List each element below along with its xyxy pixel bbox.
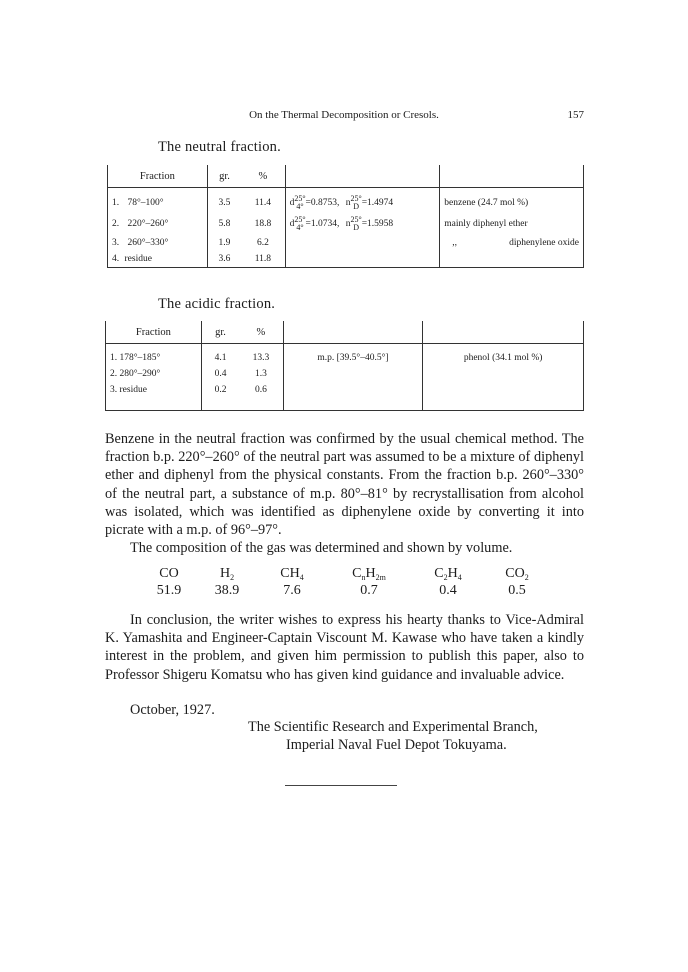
refractive-sub: D <box>353 202 359 212</box>
header-percent: % <box>239 321 283 344</box>
row-number: 1. <box>112 198 120 209</box>
acidic-fraction-caption: The acidic fraction. <box>158 296 276 312</box>
percent-cell: 18.8 <box>241 213 285 235</box>
neutral-fraction-table <box>107 165 584 268</box>
header-fraction: Fraction <box>106 321 202 344</box>
paragraph-gas-intro: The composition of the gas was determined and shown by volume. <box>130 540 513 556</box>
density-symbol: d <box>289 198 295 209</box>
refractive-value: =1.4974 <box>361 198 394 209</box>
gas-subscript: 2m <box>375 572 386 582</box>
gr-cell: 5.8 <box>207 213 241 235</box>
identification-cell <box>440 235 584 251</box>
row-number: 2. <box>112 218 120 229</box>
fraction-cell <box>108 188 208 213</box>
table-row <box>108 188 584 213</box>
constants-cell <box>285 251 440 268</box>
running-head <box>0 109 688 125</box>
fraction-cell <box>108 251 208 268</box>
fraction-cell <box>108 213 208 235</box>
row-number: 1. <box>110 352 118 363</box>
density-sup: 25° <box>294 194 306 204</box>
refractive-sup: 25° <box>350 194 362 204</box>
acidic-fraction-table <box>105 321 584 411</box>
row-number: 3. <box>110 384 118 395</box>
table-header-row <box>108 165 584 188</box>
density-temperature <box>294 216 305 232</box>
density-value: =1.0734, <box>305 218 340 229</box>
refractive-sup: 25° <box>350 214 362 224</box>
header-identification <box>423 321 584 344</box>
header-constants <box>285 165 440 188</box>
header-fraction: Fraction <box>108 165 208 188</box>
constants-cell <box>285 188 440 213</box>
melting-point-cell: m.p. [39.5°–40.5°] <box>283 344 423 366</box>
gas-subscript: 2 <box>230 572 235 582</box>
gas-value: 38.9 <box>214 582 240 598</box>
refractive-sub: D <box>353 222 359 232</box>
gas-value: 0.4 <box>439 582 457 598</box>
gr-cell: 0.4 <box>201 366 239 383</box>
gas-formula: H <box>365 565 376 581</box>
gas-formula: H <box>447 565 458 581</box>
gas-formula: CO <box>505 565 525 581</box>
percent-cell: 1.3 <box>239 366 283 383</box>
constants-cell <box>285 235 440 251</box>
gr-cell: 0.2 <box>201 383 239 411</box>
density-temperature <box>294 195 305 211</box>
constants-cell <box>285 213 440 235</box>
table-row <box>108 251 584 268</box>
gas-label <box>256 565 328 582</box>
density-sub: 4° <box>296 222 304 232</box>
gas-formula: CO <box>159 565 179 581</box>
table-header-row <box>106 321 584 344</box>
fraction-range: 280°–290° <box>119 369 161 379</box>
percent-cell: 0.6 <box>239 383 283 411</box>
gas-label <box>486 565 548 582</box>
percent-cell: 6.2 <box>241 235 285 251</box>
table-row <box>106 344 584 366</box>
fraction-range: 78°–100° <box>127 198 164 209</box>
percent-cell: 11.4 <box>241 188 285 213</box>
percent-cell: 11.8 <box>241 251 285 268</box>
gas-value-row <box>140 582 548 599</box>
fraction-cell <box>106 383 202 411</box>
row-number: 4. <box>112 253 120 264</box>
gr-cell: 3.6 <box>207 251 241 268</box>
melting-point-cell <box>283 383 423 411</box>
table-row <box>106 383 584 411</box>
gas-subscript: 2 <box>443 572 448 582</box>
identification-text: diphenylene oxide <box>509 237 579 248</box>
gas-label-row <box>140 565 548 582</box>
table-row <box>106 366 584 383</box>
gr-cell: 1.9 <box>207 235 241 251</box>
paragraph-acknowledgement: In conclusion, the writer wishes to express his hearty thanks to Vice-Admiral K. Yamashita and Engineer-Captain Viscount M. Kawase who have taken a kindly interest in the problem, and given him permission to publish this paper, also to Professor Shigeru Komatsu who has given kind guidance and invaluable advice. <box>105 612 584 683</box>
density-sup: 25° <box>294 214 306 224</box>
density-symbol: d <box>289 218 295 229</box>
percent-cell: 13.3 <box>239 344 283 366</box>
header-percent: % <box>241 165 285 188</box>
gas-formula: C <box>434 565 444 581</box>
gr-cell: 3.5 <box>207 188 241 213</box>
fraction-range: 260°–330° <box>127 237 169 248</box>
end-rule <box>285 785 397 786</box>
header-gr: gr. <box>207 165 241 188</box>
gr-cell: 4.1 <box>201 344 239 366</box>
identification-cell <box>423 366 584 383</box>
gas-formula: C <box>352 565 362 581</box>
fraction-cell <box>108 235 208 251</box>
ditto-mark: ,, <box>452 237 458 248</box>
fraction-range: residue <box>119 384 147 395</box>
fraction-cell <box>106 344 202 366</box>
affiliation-line-1: The Scientific Research and Experimental Branch, <box>248 719 538 735</box>
density-sub: 4° <box>296 202 304 212</box>
gas-value: 0.7 <box>360 582 378 598</box>
fraction-range: residue <box>124 253 152 264</box>
gas-label <box>410 565 486 582</box>
gas-subscript: 4 <box>299 572 304 582</box>
refractive-temperature <box>351 216 362 232</box>
row-number: 3. <box>112 237 120 248</box>
refractive-symbol: n <box>345 218 351 229</box>
gas-composition-table <box>140 565 548 599</box>
gas-value: 7.6 <box>283 582 301 598</box>
table-row <box>108 213 584 235</box>
neutral-fraction-caption: The neutral fraction. <box>158 139 281 155</box>
fraction-range: 220°–260° <box>127 218 169 229</box>
gas-subscript: n <box>361 572 366 582</box>
gas-subscript: 4 <box>457 572 462 582</box>
affiliation-line-2: Imperial Naval Fuel Depot Tokuyama. <box>286 737 507 753</box>
page-number: 157 <box>567 109 584 121</box>
header-identification <box>440 165 584 188</box>
identification-cell: benzene (24.7 mol %) <box>440 188 584 213</box>
refractive-value: =1.5958 <box>361 218 394 229</box>
gas-label <box>140 565 198 582</box>
refractive-temperature <box>351 195 362 211</box>
header-mp <box>283 321 423 344</box>
running-title: On the Thermal Decomposition or Cresols. <box>249 109 439 121</box>
gas-subscript: 2 <box>524 572 529 582</box>
gas-formula: CH <box>280 565 300 581</box>
refractive-symbol: n <box>345 198 351 209</box>
table-row <box>108 235 584 251</box>
header-gr: gr. <box>201 321 239 344</box>
gas-value: 51.9 <box>156 582 182 598</box>
paragraph-results: Benzene in the neutral fraction was confirmed by the usual chemical method. The fraction b.p. 220°–260° of the neutral part was assumed to be a mixture of diphenyl ether and diphenyl from the physical constants. From the fraction b.p. 260°–330° of the neutral part, a substance of m.p. 80°–81° by recrystallisation from alcohol was isolated, which was identified as diphenylene oxide by converting it into picrate with a m.p. of 96°–97°. <box>105 431 584 539</box>
density-value: =0.8753, <box>305 198 340 209</box>
gas-formula: H <box>219 565 231 581</box>
date-line: October, 1927. <box>130 702 215 718</box>
identification-cell: phenol (34.1 mol %) <box>423 344 584 366</box>
melting-point-cell <box>283 366 423 383</box>
identification-cell <box>423 383 584 411</box>
row-number: 2. <box>110 369 118 379</box>
gas-value: 0.5 <box>508 582 526 598</box>
identification-cell <box>440 251 584 268</box>
gas-label <box>198 565 256 582</box>
fraction-range: 178°–185° <box>119 352 161 363</box>
gas-label <box>328 565 410 582</box>
fraction-cell <box>106 366 202 383</box>
identification-cell: mainly diphenyl ether <box>440 213 584 235</box>
